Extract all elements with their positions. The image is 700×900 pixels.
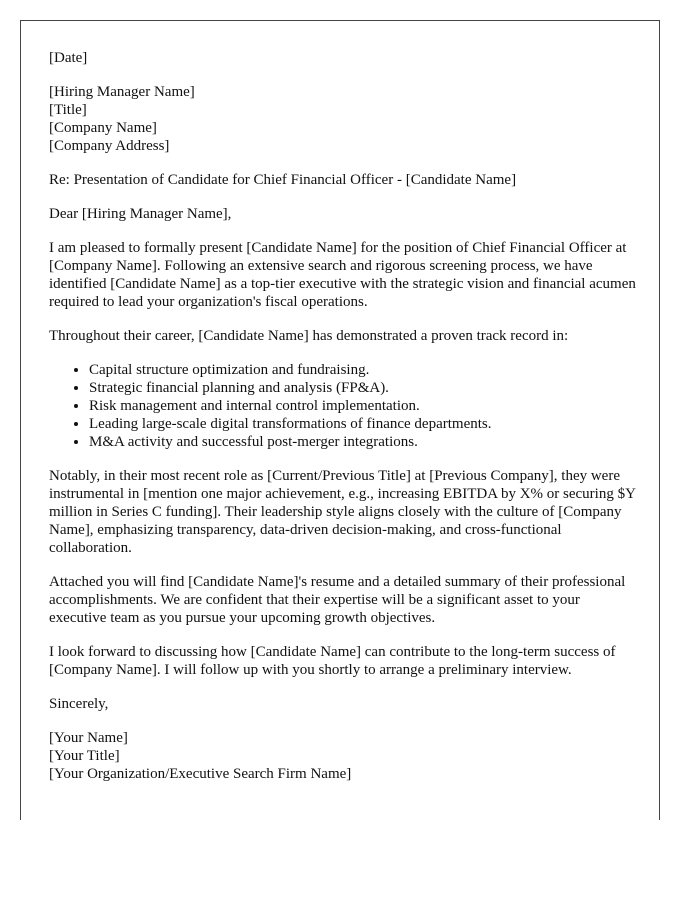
recipient-name: [Hiring Manager Name]: [49, 84, 195, 100]
track-record-list: [49, 361, 639, 451]
subject-line: Re: Presentation of Candidate for Chief Financial Officer - [Candidate Name]: [49, 172, 517, 188]
list-item: • Leading large-scale digital transformations of finance departments.: [89, 415, 639, 433]
closing-paragraph: I look forward to discussing how [Candidate Name] can contribute to the long-term success of [Company Name]. I will follow up with you shortly to arrange a preliminary interview.: [49, 644, 616, 678]
list-item: • M&A activity and successful post-merger integrations.: [89, 433, 639, 451]
list-item: • Capital structure optimization and fundraising.: [89, 361, 639, 379]
list-item: • Strategic financial planning and analysis (FP&A).: [89, 379, 639, 397]
recipient-address-block: [49, 83, 639, 155]
achievements-paragraph: Notably, in their most recent role as [Current/Previous Title] at [Previous Company], they were instrumental in [mention one major achievement, e.g., increasing EBITDA by X% or securing $Y million in Series C funding]. Their leadership style aligns closely with the culture of [Company Name], emphasizing transparency, data-driven decision-making, and cross-functional collaboration.: [49, 468, 636, 556]
track-record-lead: Throughout their career, [Candidate Name] has demonstrated a proven track record in:: [49, 328, 569, 344]
list-item: • Risk management and internal control implementation.: [89, 397, 639, 415]
signature-organization: [Your Organization/Executive Search Firm Name]: [49, 766, 352, 782]
salutation: Dear [Hiring Manager Name],: [49, 206, 232, 222]
recipient-address: [Company Address]: [49, 138, 170, 154]
signature-title: [Your Title]: [49, 748, 120, 764]
signoff: Sincerely,: [49, 696, 109, 712]
letter-body: [49, 49, 639, 783]
date-line: [49, 49, 639, 67]
recipient-title: [Title]: [49, 102, 87, 118]
letter-page: [20, 20, 660, 820]
signature-block: [49, 729, 639, 783]
recipient-company: [Company Name]: [49, 120, 157, 136]
signature-name: [Your Name]: [49, 730, 128, 746]
letter-date: [Date]: [49, 50, 88, 66]
attachments-paragraph: Attached you will find [Candidate Name]'s resume and a detailed summary of their professional accomplishments. We are confident that their expertise will be a significant asset to your executive team as you pursue your upcoming growth objectives.: [49, 574, 626, 626]
intro-paragraph: I am pleased to formally present [Candidate Name] for the position of Chief Financial Officer at [Company Name]. Following an extensive search and rigorous screening process, we have identified [Candidate Name] as a top-tier executive with the strategic vision and financial acumen required to lead your organization's fiscal operations.: [49, 240, 636, 310]
